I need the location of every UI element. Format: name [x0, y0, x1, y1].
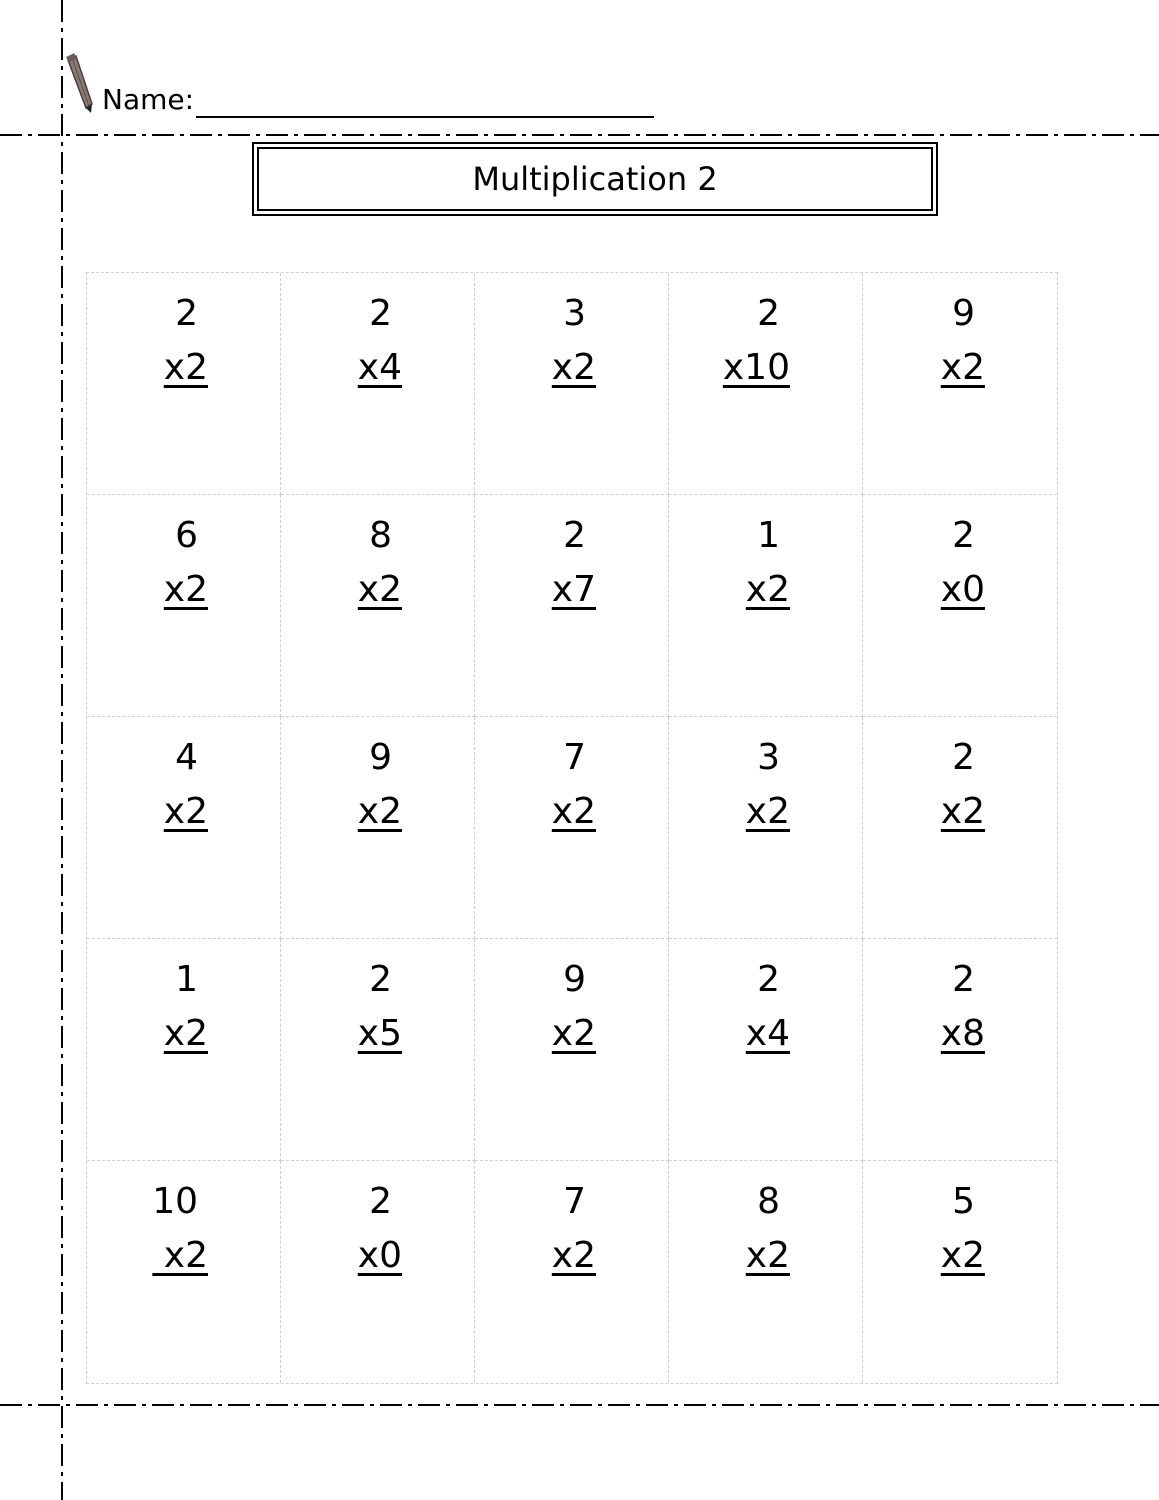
multiplier: x4 — [745, 1013, 790, 1054]
multiplicand: 2 — [757, 293, 780, 334]
multiplier: x2 — [940, 791, 985, 832]
multiplicand: 5 — [952, 1181, 975, 1222]
multiplicand: 1 — [757, 515, 780, 556]
problem-cell — [281, 273, 475, 495]
problem-cell — [281, 939, 475, 1161]
multiplication-problem — [164, 731, 208, 839]
problem-cell — [87, 495, 281, 717]
multiplicand: 2 — [757, 959, 780, 1000]
multiplicand: 4 — [175, 737, 198, 778]
problem-cell — [281, 1161, 475, 1383]
multiplier: x2 — [163, 1013, 208, 1054]
multiplication-problem — [746, 953, 790, 1061]
multiplication-problem — [746, 731, 790, 839]
multiplier: x10 — [722, 347, 790, 388]
multiplier: x2 — [551, 791, 596, 832]
multiplication-problem — [358, 509, 402, 617]
margin-guide-vertical — [61, 0, 63, 1500]
multiplicand: 8 — [757, 1181, 780, 1222]
multiplicand: 7 — [563, 1181, 586, 1222]
multiplication-problem — [552, 509, 596, 617]
multiplier: x2 — [745, 1235, 790, 1276]
multiplicand: 9 — [563, 959, 586, 1000]
problem-cell — [863, 273, 1057, 495]
name-field[interactable] — [102, 82, 654, 118]
multiplier: x2 — [940, 1235, 985, 1276]
multiplication-problem — [358, 953, 402, 1061]
multiplicand: 3 — [757, 737, 780, 778]
problem-cell — [475, 717, 669, 939]
multiplicand: 9 — [369, 737, 392, 778]
multiplication-problem — [164, 287, 208, 395]
multiplicand: 1 — [175, 959, 198, 1000]
multiplication-problem — [358, 731, 402, 839]
multiplication-problem — [552, 1175, 596, 1283]
multiplication-problem — [746, 509, 790, 617]
multiplier: x4 — [357, 347, 402, 388]
multiplicand: 10 — [152, 1181, 198, 1222]
multiplicand: 7 — [563, 737, 586, 778]
problem-cell — [669, 717, 863, 939]
multiplicand: 2 — [369, 293, 392, 334]
multiplier: x2 — [745, 569, 790, 610]
multiplication-problem — [152, 1175, 208, 1283]
multiplication-problem — [552, 287, 596, 395]
problem-cell — [863, 717, 1057, 939]
multiplier: x2 — [551, 1235, 596, 1276]
multiplication-problem — [941, 731, 985, 839]
name-blank-line[interactable] — [196, 84, 654, 118]
multiplication-problem — [164, 953, 208, 1061]
problem-cell — [87, 717, 281, 939]
multiplier: x2 — [551, 1013, 596, 1054]
problem-cell — [475, 273, 669, 495]
multiplier: x2 — [357, 569, 402, 610]
multiplicand: 2 — [952, 515, 975, 556]
problem-cell — [863, 495, 1057, 717]
multiplier: x2 — [152, 1235, 208, 1276]
problem-cell — [669, 939, 863, 1161]
multiplication-problem — [746, 1175, 790, 1283]
multiplicand: 9 — [952, 293, 975, 334]
problem-cell — [475, 939, 669, 1161]
multiplier: x8 — [940, 1013, 985, 1054]
title-box — [252, 142, 938, 216]
worksheet-title: Multiplication 2 — [257, 147, 933, 211]
multiplier: x2 — [357, 791, 402, 832]
problem-cell — [87, 939, 281, 1161]
multiplicand: 3 — [563, 293, 586, 334]
problem-cell — [87, 273, 281, 495]
multiplicand: 6 — [175, 515, 198, 556]
multiplication-problem — [358, 287, 402, 395]
multiplication-problem — [164, 509, 208, 617]
multiplicand: 8 — [369, 515, 392, 556]
problem-grid — [86, 272, 1058, 1384]
multiplicand: 2 — [369, 959, 392, 1000]
multiplier: x2 — [551, 347, 596, 388]
multiplication-problem — [941, 287, 985, 395]
problem-cell — [281, 717, 475, 939]
multiplier: x2 — [163, 791, 208, 832]
multiplier: x2 — [940, 347, 985, 388]
problem-cell — [863, 1161, 1057, 1383]
cut-guide-bottom — [0, 1404, 1159, 1406]
multiplier: x2 — [745, 791, 790, 832]
pencil-icon — [64, 52, 98, 114]
multiplicand: 2 — [952, 959, 975, 1000]
problem-cell — [87, 1161, 281, 1383]
multiplier: x0 — [940, 569, 985, 610]
multiplication-problem — [358, 1175, 402, 1283]
multiplication-problem — [941, 1175, 985, 1283]
problem-cell — [669, 1161, 863, 1383]
problem-cell — [281, 495, 475, 717]
multiplier: x7 — [551, 569, 596, 610]
multiplier: x2 — [163, 569, 208, 610]
multiplication-problem — [552, 953, 596, 1061]
problem-cell — [475, 1161, 669, 1383]
name-label: Name: — [102, 83, 195, 116]
multiplier: x0 — [357, 1235, 402, 1276]
multiplication-problem — [941, 953, 985, 1061]
multiplication-problem — [723, 287, 790, 395]
problem-cell — [475, 495, 669, 717]
problem-cell — [863, 939, 1057, 1161]
multiplicand: 2 — [563, 515, 586, 556]
multiplicand: 2 — [175, 293, 198, 334]
multiplicand: 2 — [369, 1181, 392, 1222]
problem-cell — [669, 495, 863, 717]
multiplier: x5 — [357, 1013, 402, 1054]
cut-guide-top — [0, 134, 1159, 136]
multiplier: x2 — [163, 347, 208, 388]
multiplicand: 2 — [952, 737, 975, 778]
problem-cell — [669, 273, 863, 495]
multiplication-problem — [552, 731, 596, 839]
multiplication-problem — [941, 509, 985, 617]
